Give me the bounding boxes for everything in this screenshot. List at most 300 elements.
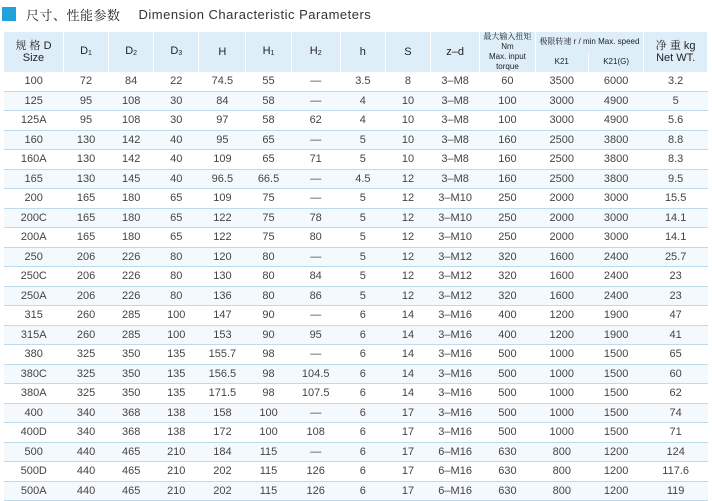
- header-h-low: h: [340, 32, 385, 72]
- table-cell: 3–M16: [431, 384, 480, 404]
- table-cell: 100: [154, 306, 199, 326]
- table-cell: 440: [63, 442, 108, 462]
- table-cell: 40: [154, 169, 199, 189]
- table-cell: 104.5: [291, 364, 340, 384]
- table-cell: 2400: [588, 267, 643, 287]
- table-cell: 206: [63, 267, 108, 287]
- header-torque: [480, 32, 535, 72]
- table-cell: 138: [154, 403, 199, 423]
- table-cell: 80: [154, 247, 199, 267]
- table-cell: 3800: [588, 130, 643, 150]
- table-cell: 4: [340, 91, 385, 111]
- table-cell: 3–M16: [431, 364, 480, 384]
- table-cell: 5: [340, 247, 385, 267]
- table-cell: 210: [154, 442, 199, 462]
- header-weight-cn: 净 重 kg: [655, 40, 696, 52]
- table-cell: 136: [199, 286, 246, 306]
- table-cell: 250: [480, 208, 535, 228]
- table-cell: 108: [109, 91, 154, 111]
- header-size-en: Size: [22, 52, 45, 64]
- table-cell: 325: [63, 345, 108, 365]
- table-cell: 98: [246, 345, 291, 365]
- table-cell: 75: [246, 228, 291, 248]
- table-cell: 500: [4, 442, 63, 462]
- table-cell: 155.7: [199, 345, 246, 365]
- table-cell: 115: [246, 481, 291, 501]
- table-cell: 71: [291, 150, 340, 170]
- table-cell: 1200: [588, 462, 643, 482]
- table-cell: 260: [63, 306, 108, 326]
- table-cell: 130: [63, 130, 108, 150]
- table-cell: 3–M10: [431, 189, 480, 209]
- table-cell: 350: [109, 384, 154, 404]
- table-cell: 500: [480, 364, 535, 384]
- table-cell: 80: [246, 247, 291, 267]
- header-h1: H1: [246, 32, 291, 72]
- table-cell: 22: [154, 72, 199, 91]
- table-cell: 65: [246, 150, 291, 170]
- table-cell: 1000: [535, 384, 588, 404]
- table-cell: 72: [63, 72, 108, 91]
- table-cell: 250: [4, 247, 63, 267]
- table-cell: 5: [340, 286, 385, 306]
- table-cell: 115: [246, 442, 291, 462]
- table-cell: 160: [480, 150, 535, 170]
- table-cell: 130: [199, 267, 246, 287]
- table-cell: 65: [154, 189, 199, 209]
- table-row: [4, 91, 708, 111]
- table-cell: 500: [480, 384, 535, 404]
- table-cell: 400: [480, 306, 535, 326]
- table-cell: 41: [644, 325, 708, 345]
- table-cell: 210: [154, 462, 199, 482]
- table-cell: 2500: [535, 130, 588, 150]
- table-cell: 100: [246, 423, 291, 443]
- table-cell: 12: [385, 189, 430, 209]
- table-cell: 465: [109, 462, 154, 482]
- table-cell: 3–M10: [431, 228, 480, 248]
- table-cell: 340: [63, 423, 108, 443]
- header-d2: D2: [109, 32, 154, 72]
- table-cell: 3–M16: [431, 423, 480, 443]
- table-cell: 1000: [535, 423, 588, 443]
- table-cell: —: [291, 403, 340, 423]
- table-cell: 10: [385, 111, 430, 131]
- table-cell: 800: [535, 442, 588, 462]
- table-cell: 3–M12: [431, 267, 480, 287]
- table-cell: 10: [385, 130, 430, 150]
- table-cell: 119: [644, 481, 708, 501]
- table-cell: 147: [199, 306, 246, 326]
- table-cell: 400: [4, 403, 63, 423]
- table-cell: 6: [340, 423, 385, 443]
- table-cell: —: [291, 345, 340, 365]
- table-cell: 2500: [535, 169, 588, 189]
- table-cell: 400: [480, 325, 535, 345]
- table-cell: 3–M8: [431, 72, 480, 91]
- table-cell: 142: [109, 150, 154, 170]
- table-cell: 1500: [588, 384, 643, 404]
- table-cell: 3800: [588, 150, 643, 170]
- table-cell: 202: [199, 481, 246, 501]
- table-cell: 12: [385, 208, 430, 228]
- header-k21g: K21(G): [588, 53, 643, 72]
- table-cell: 95: [199, 130, 246, 150]
- header-k21: K21: [535, 53, 588, 72]
- table-cell: 15.5: [644, 189, 708, 209]
- table-cell: 325: [63, 364, 108, 384]
- table-cell: 465: [109, 442, 154, 462]
- table-cell: 325: [63, 384, 108, 404]
- table-cell: 126: [291, 481, 340, 501]
- table-cell: 142: [109, 130, 154, 150]
- table-cell: 250A: [4, 286, 63, 306]
- table-cell: 86: [291, 286, 340, 306]
- table-row: [4, 306, 708, 326]
- table-row: [4, 442, 708, 462]
- table-cell: 80: [246, 286, 291, 306]
- table-cell: 3000: [535, 111, 588, 131]
- table-cell: 440: [63, 462, 108, 482]
- table-cell: 380C: [4, 364, 63, 384]
- table-cell: 226: [109, 247, 154, 267]
- table-cell: 3–M16: [431, 345, 480, 365]
- table-cell: 14: [385, 364, 430, 384]
- table-cell: 124: [644, 442, 708, 462]
- table-cell: 2400: [588, 247, 643, 267]
- table-cell: 3800: [588, 169, 643, 189]
- table-cell: 30: [154, 91, 199, 111]
- table-cell: 17: [385, 462, 430, 482]
- table-cell: 5: [340, 228, 385, 248]
- table-cell: 12: [385, 228, 430, 248]
- table-cell: 62: [644, 384, 708, 404]
- header-speed: 极限转速 r / min Max. speed: [535, 32, 644, 53]
- table-cell: 3–M16: [431, 306, 480, 326]
- table-cell: 5: [340, 130, 385, 150]
- table-cell: 285: [109, 306, 154, 326]
- table-cell: 260: [63, 325, 108, 345]
- table-cell: 4900: [588, 111, 643, 131]
- table-cell: 84: [199, 91, 246, 111]
- table-cell: 125A: [4, 111, 63, 131]
- table-cell: 95: [291, 325, 340, 345]
- table-cell: 200: [4, 189, 63, 209]
- header-d1: D1: [63, 32, 108, 72]
- table-cell: 320: [480, 267, 535, 287]
- table-cell: 8.8: [644, 130, 708, 150]
- table-cell: 6–M16: [431, 442, 480, 462]
- table-cell: 8.3: [644, 150, 708, 170]
- table-cell: 1900: [588, 325, 643, 345]
- table-cell: 1600: [535, 286, 588, 306]
- table-cell: 368: [109, 423, 154, 443]
- table-cell: 58: [246, 111, 291, 131]
- table-cell: 1500: [588, 403, 643, 423]
- table-cell: 109: [199, 150, 246, 170]
- table-cell: 3–M8: [431, 150, 480, 170]
- table-cell: 500: [480, 403, 535, 423]
- table-cell: —: [291, 91, 340, 111]
- table-cell: 3–M12: [431, 286, 480, 306]
- table-cell: 500D: [4, 462, 63, 482]
- table-cell: 100: [480, 91, 535, 111]
- table-cell: 62: [291, 111, 340, 131]
- table-cell: 206: [63, 247, 108, 267]
- table-cell: 25.7: [644, 247, 708, 267]
- table-cell: 1600: [535, 247, 588, 267]
- table-cell: 80: [154, 267, 199, 287]
- header-torque-cn: 最大输入扭矩 Nm: [483, 32, 532, 51]
- table-cell: 6: [340, 442, 385, 462]
- table-cell: 3000: [535, 91, 588, 111]
- table-cell: 6–M16: [431, 481, 480, 501]
- table-cell: 153: [199, 325, 246, 345]
- table-cell: 65: [154, 228, 199, 248]
- table-cell: 90: [246, 325, 291, 345]
- table-cell: 630: [480, 462, 535, 482]
- table-cell: 250C: [4, 267, 63, 287]
- table-cell: 66.5: [246, 169, 291, 189]
- table-cell: 14: [385, 384, 430, 404]
- table-cell: 14: [385, 325, 430, 345]
- table-row: [4, 345, 708, 365]
- table-cell: 117.6: [644, 462, 708, 482]
- table-cell: 4.5: [340, 169, 385, 189]
- table-cell: 226: [109, 286, 154, 306]
- table-row: [4, 72, 708, 91]
- title-english: Dimension Characteristic Parameters: [138, 6, 372, 22]
- table-cell: 130: [63, 150, 108, 170]
- table-cell: 122: [199, 228, 246, 248]
- table-cell: 5: [644, 91, 708, 111]
- table-cell: 440: [63, 481, 108, 501]
- header-weight-en: Net WT.: [656, 52, 696, 64]
- table-cell: 165: [63, 208, 108, 228]
- table-cell: 210: [154, 481, 199, 501]
- table-cell: —: [291, 247, 340, 267]
- table-cell: 17: [385, 403, 430, 423]
- table-cell: 75: [246, 189, 291, 209]
- table-cell: 74: [644, 403, 708, 423]
- table-cell: 6: [340, 384, 385, 404]
- table-cell: 55: [246, 72, 291, 91]
- table-row: [4, 189, 708, 209]
- table-cell: 206: [63, 286, 108, 306]
- section-title: [0, 0, 712, 28]
- table-cell: 165: [63, 189, 108, 209]
- table-cell: —: [291, 442, 340, 462]
- table-cell: 108: [109, 111, 154, 131]
- table-cell: 160: [4, 130, 63, 150]
- table-cell: 380: [4, 345, 63, 365]
- table-cell: 122: [199, 208, 246, 228]
- table-cell: 109: [199, 189, 246, 209]
- table-cell: 202: [199, 462, 246, 482]
- table-cell: 90: [246, 306, 291, 326]
- table-cell: 1600: [535, 267, 588, 287]
- table-row: [4, 169, 708, 189]
- table-cell: 1000: [535, 403, 588, 423]
- table-cell: 4900: [588, 91, 643, 111]
- table-cell: 250: [480, 228, 535, 248]
- table-cell: 23: [644, 286, 708, 306]
- table-cell: 14: [385, 306, 430, 326]
- table-cell: 3.2: [644, 72, 708, 91]
- table-cell: 80: [291, 228, 340, 248]
- table-cell: 200C: [4, 208, 63, 228]
- table-cell: 156.5: [199, 364, 246, 384]
- table-cell: 160: [480, 130, 535, 150]
- table-cell: 138: [154, 423, 199, 443]
- table-cell: 160A: [4, 150, 63, 170]
- table-cell: 3000: [588, 228, 643, 248]
- table-row: [4, 325, 708, 345]
- table-cell: 100: [4, 72, 63, 91]
- table-cell: 350: [109, 364, 154, 384]
- table-cell: 3000: [588, 189, 643, 209]
- table-row: [4, 111, 708, 131]
- table-cell: 1200: [588, 442, 643, 462]
- table-cell: 2500: [535, 150, 588, 170]
- table-cell: 1000: [535, 364, 588, 384]
- spec-table-body: [4, 72, 708, 501]
- table-row: [4, 130, 708, 150]
- table-cell: 320: [480, 286, 535, 306]
- table-cell: 3500: [535, 72, 588, 91]
- table-row: [4, 228, 708, 248]
- table-cell: 9.5: [644, 169, 708, 189]
- table-cell: 250: [480, 189, 535, 209]
- table-cell: 320: [480, 247, 535, 267]
- table-cell: 3–M8: [431, 130, 480, 150]
- table-cell: 6: [340, 364, 385, 384]
- table-cell: —: [291, 130, 340, 150]
- table-cell: 145: [109, 169, 154, 189]
- table-cell: 97: [199, 111, 246, 131]
- table-cell: 315A: [4, 325, 63, 345]
- table-cell: 47: [644, 306, 708, 326]
- table-cell: 630: [480, 442, 535, 462]
- table-cell: 6: [340, 325, 385, 345]
- table-cell: 80: [154, 286, 199, 306]
- table-cell: 40: [154, 130, 199, 150]
- table-cell: 135: [154, 384, 199, 404]
- header-size-cn: 规 格 D: [15, 40, 52, 52]
- table-cell: 1500: [588, 423, 643, 443]
- table-cell: 75: [246, 208, 291, 228]
- header-size: [4, 32, 63, 72]
- table-cell: 3–M16: [431, 325, 480, 345]
- table-cell: 2400: [588, 286, 643, 306]
- header-weight: [644, 32, 708, 72]
- table-cell: 340: [63, 403, 108, 423]
- table-cell: 98: [246, 384, 291, 404]
- table-cell: 2000: [535, 189, 588, 209]
- table-cell: 6: [340, 306, 385, 326]
- table-cell: 184: [199, 442, 246, 462]
- table-cell: 6: [340, 345, 385, 365]
- title-chinese: 尺寸、性能参数: [26, 7, 121, 23]
- header-s: S: [385, 32, 430, 72]
- table-cell: 130: [63, 169, 108, 189]
- table-cell: 500: [480, 423, 535, 443]
- table-cell: 100: [154, 325, 199, 345]
- table-cell: 120: [199, 247, 246, 267]
- table-cell: —: [291, 306, 340, 326]
- table-cell: 6: [340, 403, 385, 423]
- header-h2: H2: [291, 32, 340, 72]
- table-cell: 465: [109, 481, 154, 501]
- table-row: [4, 247, 708, 267]
- table-cell: 800: [535, 462, 588, 482]
- table-cell: 100: [246, 403, 291, 423]
- table-cell: 1500: [588, 345, 643, 365]
- table-cell: 3000: [588, 208, 643, 228]
- table-cell: 800: [535, 481, 588, 501]
- table-row: [4, 286, 708, 306]
- table-cell: 1200: [588, 481, 643, 501]
- table-cell: 12: [385, 247, 430, 267]
- table-cell: 135: [154, 364, 199, 384]
- table-cell: 171.5: [199, 384, 246, 404]
- table-row: [4, 384, 708, 404]
- table-cell: 98: [246, 364, 291, 384]
- table-cell: 6000: [588, 72, 643, 91]
- table-cell: 5: [340, 189, 385, 209]
- table-row: [4, 267, 708, 287]
- table-cell: 315: [4, 306, 63, 326]
- table-cell: 1200: [535, 306, 588, 326]
- title-square-icon: [2, 7, 16, 21]
- table-cell: 1900: [588, 306, 643, 326]
- table-cell: 400D: [4, 423, 63, 443]
- table-cell: 3–M16: [431, 403, 480, 423]
- table-cell: 5: [340, 267, 385, 287]
- spec-table: [4, 32, 708, 501]
- table-cell: 165: [4, 169, 63, 189]
- table-row: [4, 462, 708, 482]
- table-cell: 200A: [4, 228, 63, 248]
- table-cell: 3–M12: [431, 247, 480, 267]
- table-cell: 10: [385, 150, 430, 170]
- table-cell: 10: [385, 91, 430, 111]
- table-cell: 84: [109, 72, 154, 91]
- table-cell: 500: [480, 345, 535, 365]
- table-cell: 65: [246, 130, 291, 150]
- table-cell: 160: [480, 169, 535, 189]
- table-cell: 3–M8: [431, 91, 480, 111]
- table-cell: 95: [63, 91, 108, 111]
- table-cell: 60: [644, 364, 708, 384]
- table-cell: 285: [109, 325, 154, 345]
- table-cell: 5.6: [644, 111, 708, 131]
- table-cell: 95: [63, 111, 108, 131]
- table-cell: 3–M10: [431, 208, 480, 228]
- table-cell: 17: [385, 481, 430, 501]
- table-row: [4, 423, 708, 443]
- table-cell: 1000: [535, 345, 588, 365]
- table-cell: 2000: [535, 228, 588, 248]
- table-row: [4, 208, 708, 228]
- table-cell: 74.5: [199, 72, 246, 91]
- table-cell: 500A: [4, 481, 63, 501]
- table-cell: 126: [291, 462, 340, 482]
- table-cell: 12: [385, 286, 430, 306]
- table-cell: 14.1: [644, 228, 708, 248]
- table-cell: 4: [340, 111, 385, 131]
- table-cell: 3–M8: [431, 169, 480, 189]
